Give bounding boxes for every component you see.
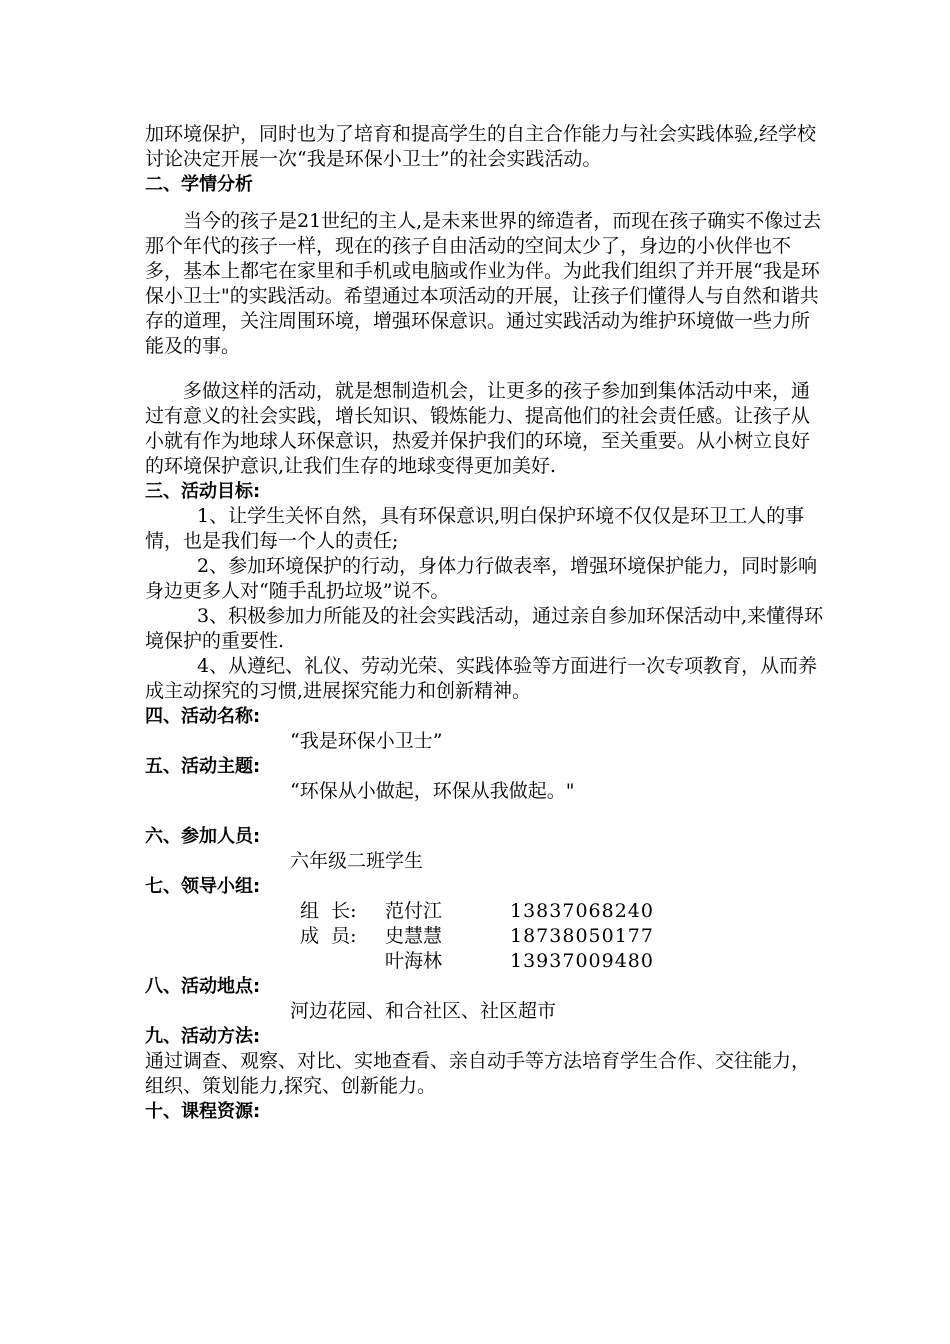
goal-item: 2、参加环境保护的行动，身体力行做表率，增强环境保护能力，同时影响身边更多人对“随手乱扔垃圾”说不。	[145, 555, 818, 602]
section-heading-name: 四、活动名称:	[145, 706, 261, 727]
leader-name: 叶海林	[385, 950, 443, 972]
section-heading-resources: 十、课程资源:	[145, 1101, 261, 1122]
section-heading-participants: 六、参加人员:	[145, 826, 261, 847]
leader-row	[145, 949, 825, 974]
participants-value: 六年级二班学生	[290, 850, 424, 872]
activity-name: “我是环保小卫士”	[290, 730, 443, 752]
goal-item: 4、从遵纪、礼仪、劳动光荣、实践体验等方面进行一次专项教育，从而养成主动探究的习惯,进展探究能力和创新精神。	[145, 655, 818, 702]
goal-item: 1、让学生关怀自然，具有环保意识,明白保护环境不仅仅是环卫工人的事情，也是我们每一个人的责任;	[145, 505, 805, 552]
spacer	[145, 804, 825, 824]
section-heading-goals: 三、活动目标:	[145, 481, 261, 502]
section-heading-analysis: 二、学情分析	[145, 174, 253, 195]
leader-phone: 13837068240	[510, 900, 654, 922]
location-value: 河边花园、和合社区、社区超市	[290, 1000, 557, 1022]
section-heading-theme: 五、活动主题:	[145, 756, 261, 777]
leader-name: 范付江	[385, 900, 443, 922]
leader-row	[145, 924, 825, 949]
leader-phone: 13937009480	[510, 950, 654, 972]
leader-row	[145, 899, 825, 924]
leader-role: 成 员:	[300, 925, 357, 947]
spacer	[145, 197, 825, 209]
leader-role: 组 长:	[300, 900, 357, 922]
section-heading-leaders: 七、领导小组:	[145, 876, 261, 897]
method-value: 通过调查、观察、对比、实地查看、亲自动手等方法培育学生合作、交往能力，组织、策划能力,探究、创新能力。	[145, 1050, 811, 1097]
analysis-paragraph-2: 多做这样的活动，就是想制造机会，让更多的孩子参加到集体活动中来，通过有意义的社会实践，增长知识、锻炼能力、提高他们的社会责任感。让孩子从小就有作为地球人环保意识，热爱并保护我们的环境，至关重要。从小树立良好的环境保护意识,让我们生存的地球变得更加美好.	[145, 380, 811, 477]
goal-item: 3、积极参加力所能及的社会实践活动，通过亲自参加环保活动中,来懂得环境保护的重要性.	[145, 605, 824, 652]
section-heading-location: 八、活动地点:	[145, 976, 261, 997]
leader-role	[300, 949, 385, 974]
activity-theme: “环保从小做起，环保从我做起。"	[290, 780, 575, 802]
document-body	[145, 122, 825, 1124]
spacer	[145, 359, 825, 379]
analysis-paragraph-1: 当今的孩子是21世纪的主人,是未来世界的缔造者，而现在孩子确实不像过去那个年代的孩子一样，现在的孩子自由活动的空间太少了，身边的小伙伴也不多，基本上都宅在家里和手机或电脑或作业为伴。为此我们组织了并开展“我是环保小卫士"的实践活动。希望通过本项活动的开展，让孩子们懂得人与自然和谐共存的道理，关注周围环境，增强环保意识。通过实践活动为维护环境做一些力所能及的事。	[145, 210, 822, 357]
intro-paragraph: 加环境保护，同时也为了培育和提高学生的自主合作能力与社会实践体验,经学校讨论决定开展一次“我是环保小卫士”的社会实践活动。	[145, 123, 817, 170]
leader-name: 史慧慧	[385, 925, 443, 947]
leader-phone: 18738050177	[510, 925, 654, 947]
section-heading-method: 九、活动方法:	[145, 1026, 261, 1047]
